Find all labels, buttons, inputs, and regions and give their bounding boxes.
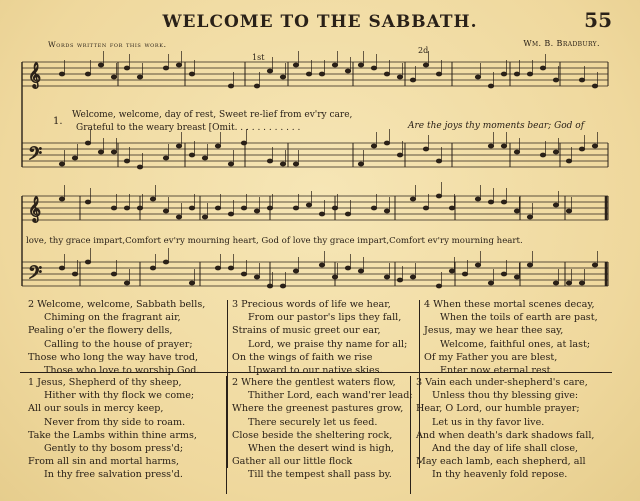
note-head	[540, 66, 545, 70]
note-head	[319, 263, 324, 267]
note-head	[176, 144, 181, 148]
note-head	[553, 203, 558, 207]
note-head	[501, 144, 506, 148]
verse-line: From all sin and mortal harms,	[28, 456, 180, 468]
note-head	[163, 260, 168, 264]
verse-number: 1.	[53, 116, 63, 127]
note-head	[228, 266, 233, 270]
composer-credit: Wm. B. Bradbury.	[523, 39, 600, 48]
note-head	[85, 72, 90, 76]
lyric-line-2: Grateful to the weary breast [Omit. . . . . . . . . . . .	[76, 123, 301, 133]
note-head	[475, 197, 480, 201]
note-head	[59, 72, 64, 76]
note-head	[371, 144, 376, 148]
clef-icon: 𝄢	[28, 263, 43, 288]
note-head	[176, 215, 181, 219]
note-head	[176, 63, 181, 67]
note-head	[501, 272, 506, 276]
note-head	[215, 144, 220, 148]
note-head	[384, 275, 389, 279]
clef-icon: 𝄢	[28, 144, 43, 169]
note-head	[137, 165, 142, 169]
note-head	[59, 197, 64, 201]
note-head	[397, 153, 402, 157]
note-head	[579, 147, 584, 151]
verse-line: Hither with thy flock we come;	[44, 390, 195, 402]
verse-block	[232, 376, 413, 482]
note-head	[267, 69, 272, 73]
verse-line: When the toils of earth are past,	[440, 312, 598, 324]
lyric-line-2b: Are the joys thy moments bear; God of	[408, 121, 585, 131]
verse-line: Of my Father you are blest,	[424, 351, 558, 363]
note-head	[475, 263, 480, 267]
note-head	[267, 284, 272, 288]
note-head	[228, 212, 233, 216]
note-head	[436, 194, 441, 198]
note-head	[124, 281, 129, 285]
verse-line: Close beside the sheltering rock,	[232, 429, 393, 441]
verse-line: On the wings of faith we rise	[232, 351, 373, 363]
ending-1-label: 1st	[252, 53, 265, 62]
verse-line: There securely let us feed.	[248, 416, 378, 428]
note-head	[527, 72, 532, 76]
note-head	[254, 209, 259, 213]
verse-line: Till the tempest shall pass by.	[248, 469, 392, 481]
lyric-line-3: love, thy grace impart,Comfort ev'ry mourning heart, God of love thy grace impart,Comfort ev'ry mourning heart.	[26, 236, 523, 246]
note-head	[189, 72, 194, 76]
verse-line: Enter now eternal rest.	[440, 365, 554, 377]
verse-divider-vertical-1	[227, 300, 228, 468]
note-head	[85, 260, 90, 264]
note-head	[358, 162, 363, 166]
verse-divider-vertical-3	[226, 376, 227, 494]
note-head	[163, 209, 168, 213]
note-head	[345, 266, 350, 270]
note-head	[267, 206, 272, 210]
note-head	[137, 75, 142, 79]
note-head	[137, 206, 142, 210]
note-head	[280, 75, 285, 79]
verse-line: Never from thy side to roam.	[44, 416, 186, 428]
note-head	[85, 141, 90, 145]
hymn-title: WELCOME TO THE SABBATH.	[162, 12, 478, 32]
note-head	[241, 272, 246, 276]
note-head	[514, 209, 519, 213]
note-head	[241, 141, 246, 145]
note-head	[111, 75, 116, 79]
note-head	[124, 206, 129, 210]
note-head	[111, 272, 116, 276]
verse-line: Those who long the way have trod,	[28, 351, 199, 363]
page-number: 55	[584, 8, 612, 32]
note-head	[475, 75, 480, 79]
note-head	[189, 281, 194, 285]
note-head	[189, 206, 194, 210]
note-head	[59, 162, 64, 166]
note-head	[553, 150, 558, 154]
note-head	[202, 215, 207, 219]
note-head	[579, 281, 584, 285]
note-head	[592, 144, 597, 148]
verse-line: Where the greenest pastures grow,	[232, 403, 404, 415]
note-head	[371, 66, 376, 70]
verse-line: 2 Welcome, welcome, Sabbath bells,	[28, 299, 206, 310]
note-head	[332, 63, 337, 67]
note-head	[501, 200, 506, 204]
verse-line: Welcome, faithful ones, at last;	[440, 338, 591, 350]
verse-line: And when death's dark shadows fall,	[416, 429, 595, 441]
verse-line: 3 Precious words of life we hear,	[232, 299, 391, 310]
note-head	[579, 78, 584, 82]
verse-block	[232, 298, 407, 377]
note-head	[241, 206, 246, 210]
verse-line: 3 Vain each under-shepherd's care,	[416, 377, 588, 388]
verse-line: Lord, we praise thy name for all;	[248, 338, 408, 350]
note-head	[449, 206, 454, 210]
note-head	[293, 206, 298, 210]
note-head	[280, 284, 285, 288]
clef-icon: 𝄞	[28, 63, 42, 88]
note-head	[410, 197, 415, 201]
note-head	[163, 66, 168, 70]
note-head	[423, 206, 428, 210]
note-head	[553, 281, 558, 285]
note-head	[215, 266, 220, 270]
note-head	[566, 281, 571, 285]
verse-line: Hear, O Lord, our humble prayer;	[416, 403, 580, 415]
verse-line: Unless thou thy blessing give:	[432, 390, 579, 402]
note-head	[280, 162, 285, 166]
verse-line: May each lamb, each shepherd, all	[416, 456, 586, 468]
clef-icon: 𝄞	[28, 197, 42, 222]
note-head	[215, 206, 220, 210]
note-head	[423, 63, 428, 67]
verse-line: In thy free salvation press'd.	[44, 469, 183, 481]
verse-line: All our souls in mercy keep,	[28, 403, 164, 415]
note-head	[592, 84, 597, 88]
verse-line: 1 Jesus, Shepherd of thy sheep,	[28, 377, 182, 388]
verse-line: In thy heavenly fold repose.	[432, 469, 568, 481]
verse-line: When the desert wind is high,	[248, 443, 394, 455]
note-head	[332, 206, 337, 210]
note-head	[488, 144, 493, 148]
note-head	[319, 212, 324, 216]
verse-block	[424, 298, 598, 377]
note-head	[254, 84, 259, 88]
verse-line: Those who love to worship God.	[44, 365, 200, 377]
note-head	[592, 263, 597, 267]
note-head	[501, 72, 506, 76]
note-head	[358, 269, 363, 273]
note-head	[384, 72, 389, 76]
verse-block	[28, 376, 197, 482]
note-head	[228, 162, 233, 166]
note-head	[384, 141, 389, 145]
verse-line: Gather all our little flock	[232, 456, 353, 468]
note-head	[514, 72, 519, 76]
note-head	[254, 275, 259, 279]
note-head	[566, 209, 571, 213]
note-head	[306, 203, 311, 207]
note-head	[189, 153, 194, 157]
note-head	[488, 281, 493, 285]
note-head	[423, 147, 428, 151]
note-head	[150, 197, 155, 201]
verse-line: Strains of music greet our ear,	[232, 325, 381, 337]
note-head	[332, 275, 337, 279]
note-head	[384, 209, 389, 213]
verse-line: From our pastor's lips they fall,	[248, 312, 402, 324]
note-head	[59, 266, 64, 270]
note-head	[345, 69, 350, 73]
note-head	[267, 159, 272, 163]
note-head	[111, 206, 116, 210]
verse-line: Upward to our native skies.	[248, 365, 383, 377]
note-head	[527, 215, 532, 219]
verse-line: Gently to thy bosom press'd;	[44, 443, 184, 455]
verse-line: Calling to the house of prayer;	[44, 338, 193, 350]
note-head	[462, 272, 467, 276]
note-head	[566, 159, 571, 163]
verse-line: Thither Lord, each wand'rer lead;	[248, 390, 413, 402]
verse-line: Chiming on the fragrant air,	[44, 312, 181, 324]
note-head	[293, 162, 298, 166]
note-head	[527, 263, 532, 267]
note-head	[306, 72, 311, 76]
words-credit: Words written for this work.	[48, 40, 167, 49]
note-head	[449, 269, 454, 273]
lyric-line-1: Welcome, welcome, day of rest, Sweet re-lief from ev'ry care,	[72, 110, 353, 120]
note-head	[410, 78, 415, 82]
note-head	[124, 66, 129, 70]
note-head	[228, 84, 233, 88]
note-head	[436, 72, 441, 76]
note-head	[111, 150, 116, 154]
note-head	[371, 206, 376, 210]
note-head	[514, 275, 519, 279]
note-head	[98, 63, 103, 67]
note-head	[514, 150, 519, 154]
verse-block	[28, 298, 205, 377]
note-head	[553, 78, 558, 82]
note-head	[202, 156, 207, 160]
note-head	[124, 159, 129, 163]
verse-line: 2 Where the gentlest waters flow,	[232, 377, 396, 388]
note-head	[410, 275, 415, 279]
note-head	[98, 150, 103, 154]
note-head	[293, 63, 298, 67]
note-head	[150, 266, 155, 270]
note-head	[436, 159, 441, 163]
note-head	[397, 75, 402, 79]
note-head	[319, 72, 324, 76]
verse-line: Jesus, may we hear thee say,	[424, 325, 564, 337]
note-head	[436, 284, 441, 288]
note-head	[488, 84, 493, 88]
ending-2-label: 2d	[418, 46, 429, 55]
note-head	[72, 156, 77, 160]
verse-line: And the day of life shall close,	[432, 443, 579, 455]
verse-block	[416, 376, 594, 482]
note-head	[358, 63, 363, 67]
verse-line: Pealing o'er the flowery dells,	[28, 325, 173, 337]
note-head	[85, 200, 90, 204]
note-head	[540, 153, 545, 157]
verse-line: Let us in thy favor live.	[432, 416, 545, 428]
note-head	[488, 200, 493, 204]
note-head	[345, 212, 350, 216]
verse-line: 4 When these mortal scenes decay,	[424, 299, 595, 310]
verse-line: Take the Lambs within thine arms,	[28, 429, 197, 441]
note-head	[293, 269, 298, 273]
note-head	[163, 156, 168, 160]
note-head	[72, 272, 77, 276]
note-head	[397, 278, 402, 282]
